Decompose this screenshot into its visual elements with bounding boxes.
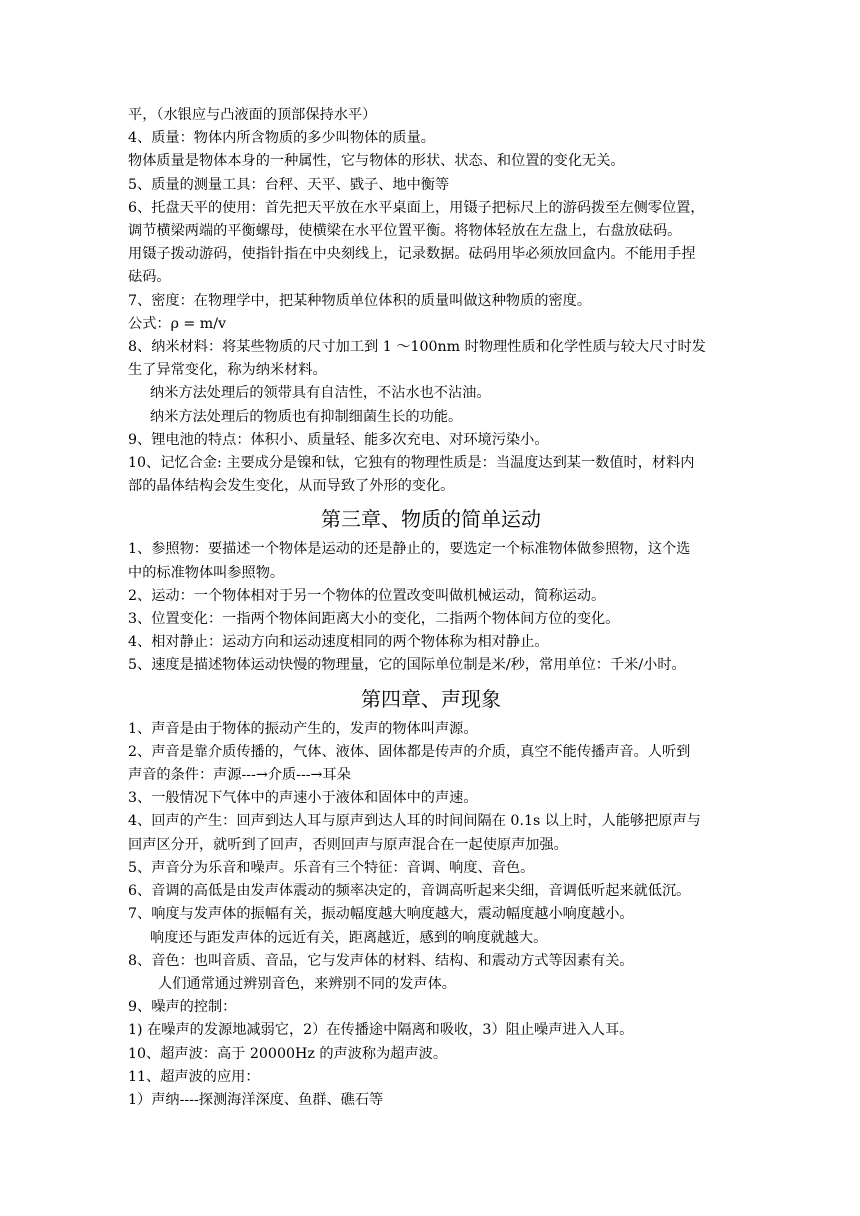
section-mass-density: [128, 104, 734, 498]
text-line: 生了异常变化，称为纳米材料。: [128, 362, 327, 379]
indented-line: 纳米方法处理后的物质也有抑制细菌生长的功能。: [150, 408, 463, 425]
text-line: 3、一般情况下气体中的声速小于液体和固体中的声速。: [128, 790, 478, 807]
text-line: 声音的条件：声源---→介质---→耳朵: [128, 767, 351, 784]
text-line: 4、相对静止：运动方向和运动速度相同的两个物体称为相对静止。: [128, 634, 549, 651]
chapter3-title: 第三章、物质的简单运动: [321, 507, 541, 532]
text-line: 物体质量是物体本身的一种属性，它与物体的形状、状态、和位置的变化无关。: [128, 153, 625, 170]
text-line: 8、音色：也叫音质、音品，它与发声体的材料、结构、和震动方式等因素有关。: [128, 952, 634, 969]
text-line: 用镊子拨动游码，使指针指在中央刻线上，记录数据。砝码用毕必须放回盒内。不能用手捏: [128, 246, 696, 263]
indented-line: 响度还与距发声体的远近有关，距离越近，感到的响度就越大。: [150, 929, 548, 946]
text-line: 11、超声波的应用：: [128, 1068, 260, 1085]
indented-line: 纳米方法处理后的领带具有自洁性，不沾水也不沾油。: [150, 385, 491, 402]
text-line: 8、纳米材料：将某些物质的尺寸加工到 1 ～100nm 时物理性质和化学性质与较大尺寸时发: [128, 339, 706, 356]
text-line: 6、托盘天平的使用：首先把天平放在水平桌面上，用镊子把标尺上的游码拨至左侧零位置，: [128, 199, 705, 216]
text-line: 2、运动：一个物体相对于另一个物体的位置改变叫做机械运动，简称运动。: [128, 587, 606, 604]
text-line: 砝码。: [128, 269, 171, 286]
text-line: 10、记忆合金: 主要成分是镍和钛，它独有的物理性质是：当温度达到某一数值时，材料内: [128, 455, 695, 472]
text-line: 5、质量的测量工具：台秤、天平、戥子、地中衡等: [128, 176, 450, 193]
text-line: 1、参照物：要描述一个物体是运动的还是静止的，要选定一个标准物体做参照物，这个选: [128, 541, 691, 558]
text-line: 调节横梁两端的平衡螺母，使横梁在水平位置平衡。将物体轻放在左盘上，右盘放砝码。: [128, 223, 682, 240]
text-line: 1）声纳----探测海洋深度、鱼群、礁石等: [128, 1091, 384, 1108]
text-line: 10、超声波：高于 20000Hz 的声波称为超声波。: [128, 1045, 448, 1062]
text-line: 9、锂电池的特点：体积小、质量轻、能多次充电、对环境污染小。: [128, 431, 549, 448]
text-line: 7、响度与发声体的振幅有关，振动幅度越大响度越大，震动幅度越小响度越小。: [128, 906, 634, 923]
indented-line: 人们通常通过辨别音色，来辨别不同的发声体。: [158, 975, 456, 992]
text-line: 平，（水银应与凸液面的顶部保持水平）: [128, 107, 377, 123]
text-line: 9、噪声的控制：: [128, 999, 237, 1016]
text-line: 1、声音是由于物体的振动产生的，发声的物体叫声源。: [128, 720, 478, 737]
text-line: 4、回声的产生：回声到达人耳与原声到达人耳的时间间隔在 0.1s 以上时，人能够把原声与: [128, 813, 701, 830]
text-line: 部的晶体结构会发生变化，从而导致了外形的变化。: [128, 478, 455, 495]
section-chapter3: [128, 538, 734, 677]
text-line: 2、声音是靠介质传播的，气体、液体、固体都是传声的介质，真空不能传播声音。人听到: [128, 743, 691, 760]
chapter4-title: 第四章、声现象: [361, 686, 501, 711]
formula-line: 公式：ρ = m/v: [128, 315, 227, 332]
text-line: 6、音调的高低是由发声体震动的频率决定的，音调高听起来尖细，音调低听起来就低沉。: [128, 883, 691, 900]
text-line: 4、质量：物体内所含物质的多少叫物体的质量。: [128, 130, 435, 147]
text-line: 7、密度：在物理学中，把某种物质单位体积的质量叫做这种物质的密度。: [128, 292, 592, 309]
text-line: 3、位置变化：一指两个物体间距离大小的变化，二指两个物体间方位的变化。: [128, 611, 620, 628]
text-line: 回声区分开，就听到了回声，否则回声与原声混合在一起使原声加强。: [128, 836, 568, 853]
text-line: 中的标准物体叫参照物。: [128, 564, 285, 581]
section-chapter4: [128, 718, 734, 1112]
text-line: 5、声音分为乐音和噪声。乐音有三个特征：音调、响度、音色。: [128, 859, 535, 876]
text-line: 5、速度是描述物体运动快慢的物理量，它的国际单位制是米/秒，常用单位：千米/小时。: [128, 657, 686, 674]
text-line: 1) 在噪声的发源地减弱它，2）在传播途中隔离和吸收，3）阻止噪声进入人耳。: [128, 1022, 634, 1039]
